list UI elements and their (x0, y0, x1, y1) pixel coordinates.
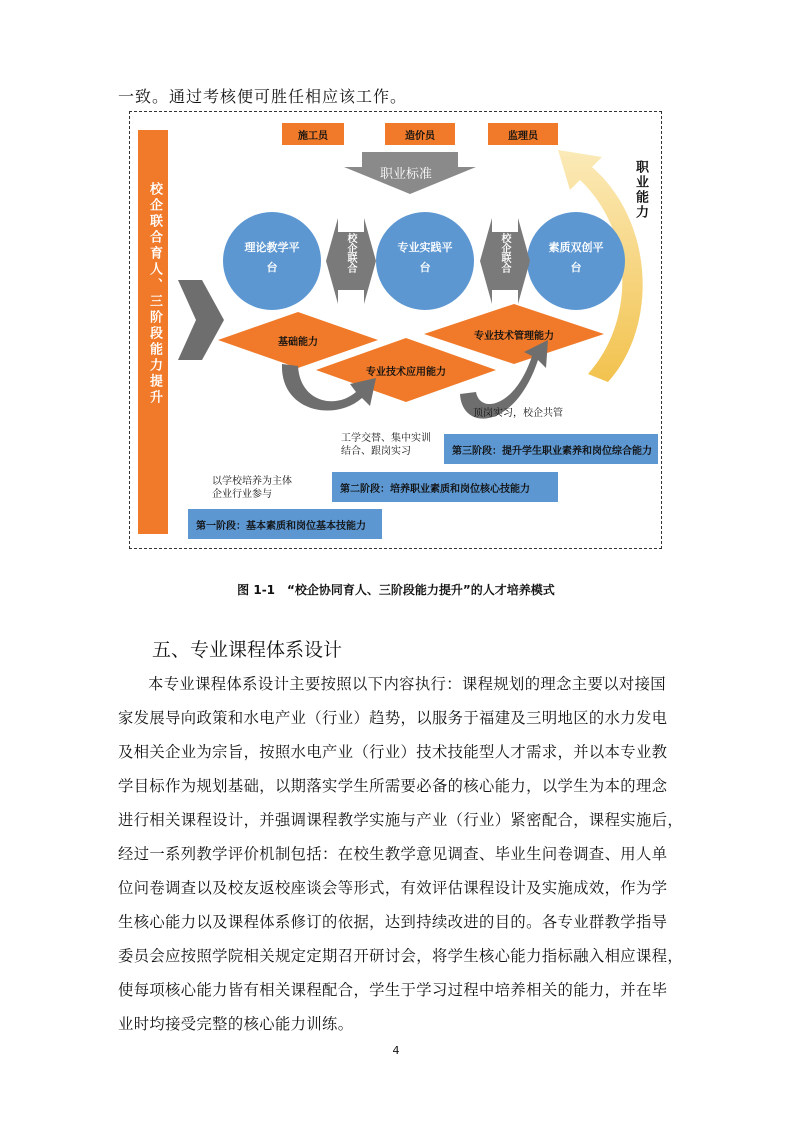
stage-3-bar: 第三阶段：提升学生职业素养和岗位综合能力 (444, 434, 658, 464)
paragraph-line: 业时均接受完整的核心能力训练。 (118, 1015, 354, 1033)
note-1: 顶岗实习，校企共管 (473, 408, 563, 419)
paragraph-line: 位问卷调查以及校友返校座谈会等形式，有效评估课程设计及实施成效，作为学 (118, 879, 668, 897)
role-box-2: 造价员 (385, 123, 455, 145)
page-number: 4 (392, 1044, 400, 1057)
paragraph-line: 经过一系列教学评价机制包括：在校生教学意见调查、毕业生问卷调查、用人单 (118, 845, 668, 863)
figure-caption: 图 1-1 “校企协同育人、三阶段能力提升”的人才培养模式 (237, 583, 555, 597)
role-box-1: 施工员 (282, 123, 344, 145)
platform-label-1: 理论教学平台 (244, 241, 300, 274)
connector-label-1: 校企联合 (345, 233, 356, 273)
note-3: 以学校培养为主体企业行业参与 (212, 476, 292, 500)
paragraph-line: 家发展导向政策和水电产业（行业）趋势，以服务于福建及三明地区的水力发电 (118, 709, 668, 727)
section-title: 五、专业课程体系设计 (152, 639, 343, 661)
paragraph-line: 及相关企业为宗旨，按照水电产业（行业）技术技能型人才需求，并以本专业教 (118, 743, 668, 761)
note-2: 工学交替、集中实训结合、跟岗实习 (341, 433, 431, 457)
connector-label-2: 校企联合 (499, 233, 510, 273)
paragraph-line: 进行相关课程设计，并强调课程教学实施与产业（行业）紧密配合，课程实施后， (118, 811, 684, 829)
ability-label-2: 专业技术应用能力 (366, 367, 446, 378)
career-ability-label: 职业能力 (633, 160, 648, 220)
role-box-3: 监理员 (488, 123, 558, 145)
stage-1-bar: 第一阶段：基本素质和岗位基本技能力 (188, 509, 382, 539)
platform-label-2: 专业实践平台 (397, 241, 453, 274)
paragraph-line: 生核心能力以及课程体系修订的依据，达到持续改进的目的。各专业群教学指导 (118, 913, 668, 931)
platform-label-3: 素质双创平台 (548, 241, 604, 274)
paragraph-line: 委员会应按照学院相关规定定期召开研讨会，将学生核心能力指标融入相应课程， (118, 947, 684, 965)
big-gray-arrow (178, 280, 224, 360)
paragraph-line: 本专业课程体系设计主要按照以下内容执行：课程规划的理念主要以对接国 (148, 675, 666, 693)
standard-label: 职业标准 (380, 167, 433, 182)
left-bar-label: 校企联合育人、三阶段能力提升 (147, 182, 162, 406)
ability-label-3: 专业技术管理能力 (474, 331, 554, 342)
training-model-diagram (129, 111, 662, 549)
intro-text: 一致。通过考核便可胜任相应该工作。 (118, 87, 408, 106)
stage-2-bar: 第二阶段：培养职业素质和岗位核心技能力 (332, 472, 558, 502)
paragraph-line: 使每项核心能力皆有相关课程配合，学生于学习过程中培养相关的能力，并在毕 (118, 981, 668, 999)
paragraph-line: 学目标作为规划基础，以期落实学生所需要必备的核心能力，以学生为本的理念 (118, 777, 668, 795)
ability-label-1: 基础能力 (278, 337, 318, 348)
